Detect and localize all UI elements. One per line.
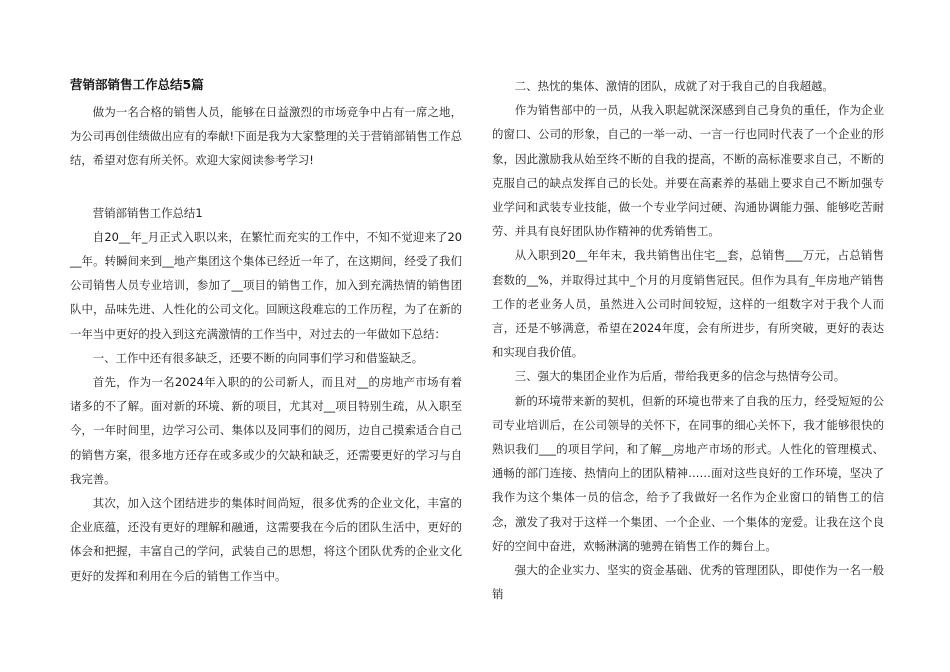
body-paragraph: 自20__年_月正式入职以来，在繁忙而充实的工作中，不知不觉迎来了20__年。转瞬间来到__地产集团这个集体已经近一年了，在这期间，经受了我们公司销售人员专业培训，参加了__项目的销售工作，加入到充满热情的销售团队中，品味先进、人性化的公司文化。回顾这段难忘的工作历程，为了在新的一年当中更好的投入到这充满激情的工作当中，对过去的一年做如下总结：	[70, 229, 462, 341]
body-paragraph: 强大的企业实力、坚实的资金基础、优秀的管理团队，即使作为一名一般销	[492, 563, 884, 602]
body-paragraph: 从入职到20__年年末，我共销售出住宅__套，总销售___万元，占总销售套数的__%，并取得过其中_个月的月度销售冠民。但作为具有_年房地产销售工作的老业务人员，虽然进入公司时间较短，这样的一组数字对于我个人而言，还是不够满意，希望在2024年度，会有所进步，有所突破，更好的表达和实现自我价值。	[492, 248, 884, 360]
subsection-heading: 三、强大的集团企业作为后盾，带给我更多的信念与热情夸公司。	[514, 369, 846, 384]
spacer	[70, 173, 462, 197]
intro-paragraph: 做为一名合格的销售人员，能够在日益激烈的市场竞争中占有一席之地，为公司再创佳绩做出应有的奉献!下面是我为大家整理的关于营销部销售工作总结，希望对您有所关怀。欢迎大家阅读参考学习!	[70, 105, 462, 168]
body-paragraph: 作为销售部中的一员，从我入职起就深深感到自己身负的重任，作为企业的窗口、公司的形象，自己的一举一动、一言一行也同时代表了一个企业的形象，因此激励我从始至终不断的自我的提高，不断的高标准要求自己，不断的克服自己的缺点发挥自己的长处。并要在高素养的基础上要求自己不断加强专业学问和武装专业技能，做一个专业学问过硬、沟通协调能力强、能够吃苦耐劳、并具有良好团队协作精神的优秀销售工。	[492, 103, 884, 239]
document-title: 营销部销售工作总结5篇	[70, 77, 204, 92]
body-paragraph: 新的环境带来新的契机，但新的环境也带来了自我的压力，经受短短的公司专业培训后，在公司领导的关怀下，在同事的细心关怀下，我才能够很快的熟识我们___的项目学问，和了解__房地产市场的形式。人性化的管理模式、通畅的部门连接、热情向上的团队精神……面对这些良好的工作环境，坚决了我作为这个集体一员的信念，给予了我做好一名作为企业窗口的销售工的信念，激发了我对于这样一个集团、一个企业、一个集体的宠爱。让我在这个良好的空间中奋进，欢畅淋漓的驰骋在销售工作的舞台上。	[492, 393, 884, 553]
body-paragraph: 其次，加入这个团结进步的集体时间尚短，很多优秀的企业文化，丰富的企业底蕴，还没有更好的理解和融通，这需要我在今后的团队生活中，更好的体会和把握，丰富自己的学问，武装自己的思想，将这个团队优秀的企业文化更好的发挥和利用在今后的销售工作当中。	[70, 496, 462, 583]
body-paragraph: 首先，作为一名2024年入职的的公司新人，而且对__的房地产市场有着诸多的不了解。面对新的环境、新的项目，尤其对__项目特别生疏，从入职至今，一年时间里，边学习公司、集体以及同事们的阅历，边自己摸索适合自己的销售方案，很多地方还存在或多或少的欠缺和缺乏，还需要更好的学习与自我完善。	[70, 375, 462, 486]
right-column	[492, 74, 884, 606]
section-heading: 营销部销售工作总结1	[92, 205, 203, 220]
left-column	[70, 74, 462, 588]
subsection-heading: 一、工作中还有很多缺乏，还要不断的向同事们学习和借鉴缺乏。	[92, 350, 424, 365]
subsection-heading: 二、热忱的集体、激情的团队，成就了对于我自己的自我超越。	[514, 79, 834, 93]
